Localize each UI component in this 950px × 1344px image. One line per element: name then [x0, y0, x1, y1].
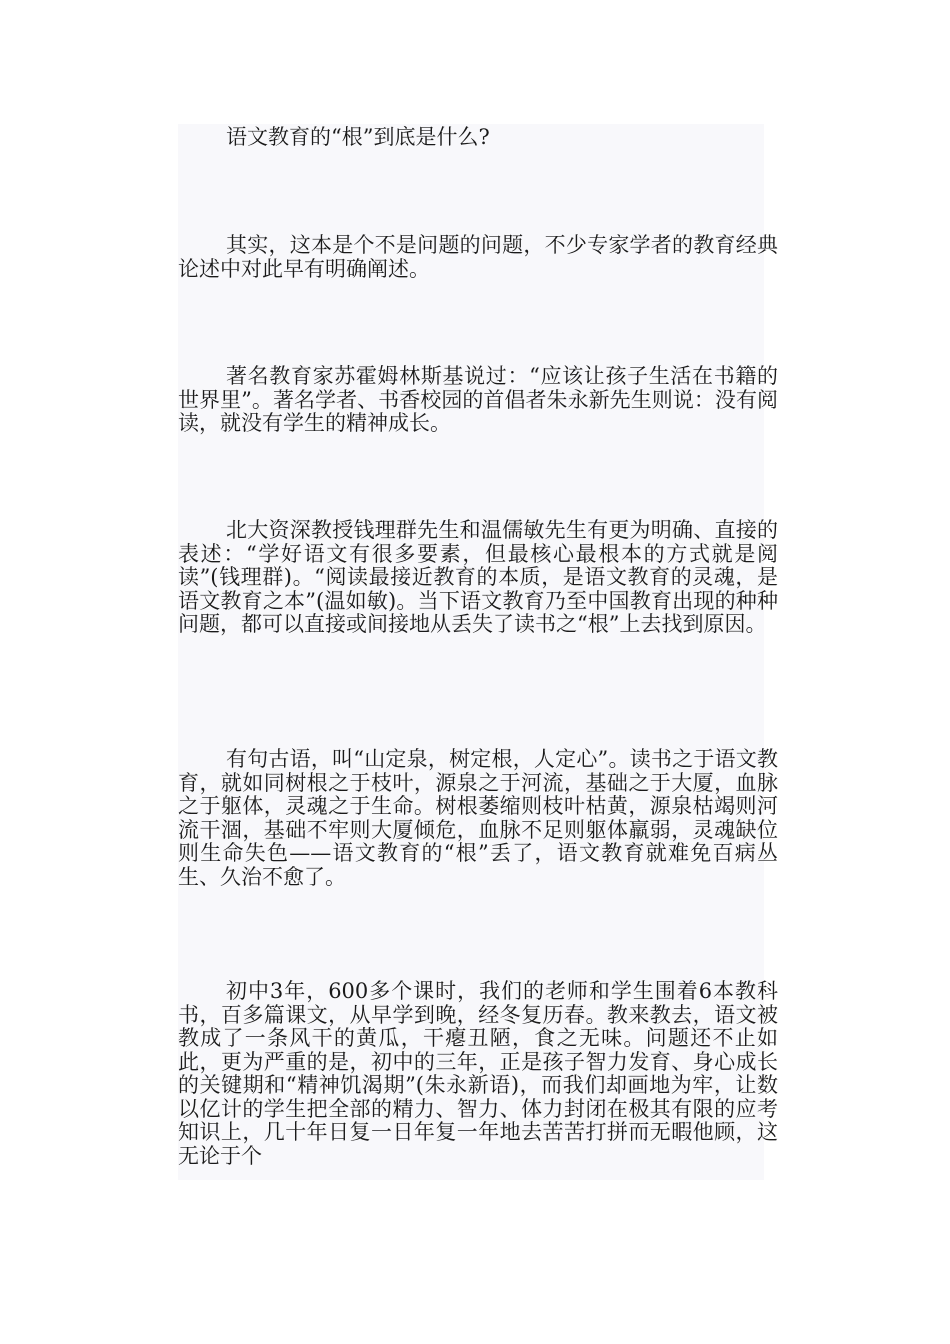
- heading-question: 语文教育的“根”到底是什么?: [226, 125, 490, 149]
- paragraph-peking-professors: 北大资深教授钱理群先生和温儒敏先生有更为明确、直接的表述：“学好语文有很多要素，但最核心最根本的方式就是阅读”(钱理群)。“阅读最接近教育的本质，是语文教育的灵魂，是语文教育之本”(温如敏)。当下语文教育乃至中国教育出现的种种问题，都可以直接或间接地从丢失了读书之“根”上去找到原因。: [178, 518, 778, 636]
- paragraph-ancient-saying: 有句古语，叫“山定泉，树定根，人定心”。读书之于语文教育，就如同树根之于枝叶，源泉之于河流，基础之于大厦，血脉之于躯体，灵魂之于生命。树根萎缩则枝叶枯黄，源泉枯竭则河流干涸，基础不牢则大厦倾危，血脉不足则躯体羸弱，灵魂缺位则生命失色——语文教育的“根”丢了，语文教育就难免百病丛生、久治不愈了。: [178, 747, 778, 889]
- paragraph-intro: 其实，这本是个不是问题的问题，不少专家学者的教育经典论述中对此早有明确阐述。: [178, 233, 778, 281]
- paragraph-junior-high: 初中3年，600多个课时，我们的老师和学生围着6本教科书，百多篇课文，从早学到晚，经冬复历春。教来教去，语文被教成了一条风干的黄瓜，干瘪丑陋，食之无味。问题还不止如此，更为严重的是，初中的三年，正是孩子智力发育、身心成长的关键期和“精神饥渴期”(朱永新语)，而我们却画地为牢，让数以亿计的学生把全部的精力、智力、体力封闭在极其有限的应考知识上，几十年日复一日年复一年地去苦苦打拼而无暇他顾，这无论于个: [178, 979, 778, 1168]
- document-body: [178, 124, 778, 1180]
- paragraph-quotes-experts: 著名教育家苏霍姆林斯基说过：“应该让孩子生活在书籍的世界里”。著名学者、书香校园的首倡者朱永新先生则说：没有阅读，就没有学生的精神成长。: [178, 364, 778, 435]
